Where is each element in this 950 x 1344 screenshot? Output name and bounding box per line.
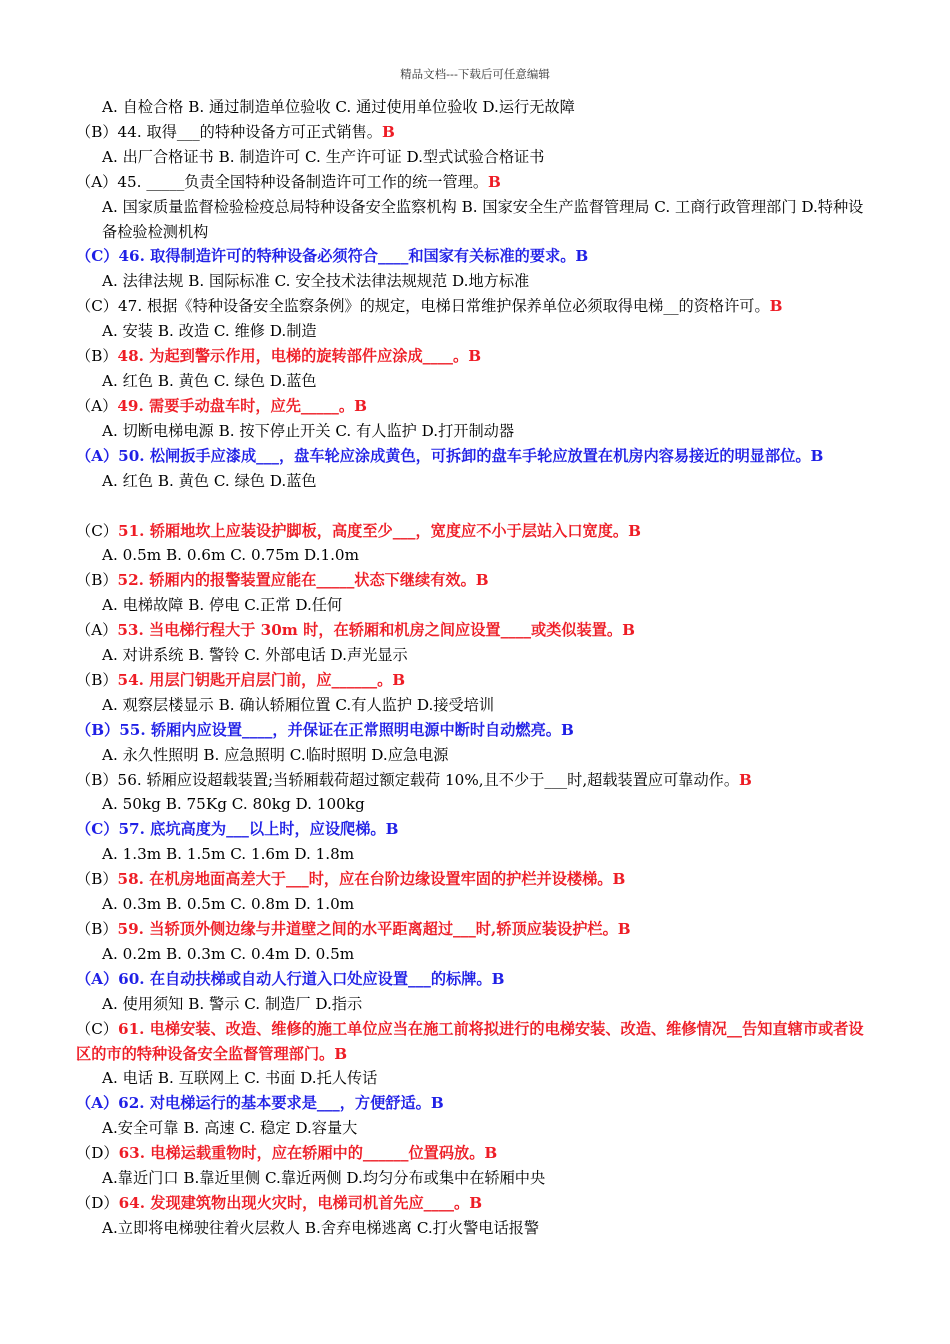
option-line: A. 永久性照明 B. 应急照明 C.临时照明 D.应急电源: [102, 745, 449, 764]
question-prefix: （B）: [76, 670, 118, 689]
question-prefix: （B）: [76, 571, 118, 590]
question-prefix: （A）: [76, 396, 118, 415]
option-line: A. 切断电梯电源 B. 按下停止开关 C. 有人监护 D.打开制动器: [102, 421, 515, 440]
question-prefix: （B）: [76, 870, 118, 889]
question-prefix: （B）: [76, 347, 118, 366]
question-51: [76, 519, 876, 544]
option-line: A. 法律法规 B. 国际标准 C. 安全技术法律法规规范 D.地方标准: [102, 272, 530, 291]
question-text: 51. 轿厢地坎上应装设护脚板，高度至少___，宽度应不小于层站入口宽度。B: [118, 521, 641, 540]
answer-mark: B: [381, 122, 395, 141]
answer-mark: B: [769, 297, 783, 316]
question-45: [76, 170, 876, 195]
question-prefix: （C）: [76, 521, 118, 540]
question-prefix: （D）: [76, 1193, 119, 1212]
question-prefix: （B）: [76, 920, 118, 938]
question-58: [76, 867, 876, 892]
question-55: （B）55. 轿厢内应设置____，并保证在正常照明电源中断时自动燃亮。B: [76, 720, 574, 739]
option-line: A. 电话 B. 互联网上 C. 书面 D.托人传话: [102, 1069, 378, 1088]
question-text: 59. 当轿顶外侧边缘与井道壁之间的水平距离超过___时,轿顶应装设护栏。B: [117, 920, 631, 938]
question-49: [76, 394, 876, 419]
question-61: [76, 1017, 876, 1067]
question-46: （C）46. 取得制造许可的特种设备必须符合____和国家有关标准的要求。B: [76, 247, 589, 266]
question-text: 58. 在机房地面高差大于___时，应在台阶边缘设置牢固的护栏并设楼梯。B: [117, 870, 626, 889]
spacer: [76, 494, 876, 519]
option-line: A.立即将电梯驶往着火层救人 B.舍弃电梯逃离 C.打火警电话报警: [102, 1218, 540, 1237]
question-text: 52. 轿厢内的报警装置应能在_____状态下继续有效。B: [117, 571, 489, 590]
option-line: A. 国家质量监督检验检疫总局特种设备安全监察机构 B. 国家安全生产监督管理局 C. 工商行政管理部门 D.特种设备检验检测机构: [102, 197, 864, 241]
answer-mark: B: [488, 172, 501, 191]
question-text: 53. 当电梯行程大于 30m 时，在轿厢和机房之间应设置____或类似装置。B: [117, 621, 635, 640]
question-prefix: （A）: [76, 621, 118, 640]
option-line: A. 50kg B. 75Kg C. 80kg D. 100kg: [102, 795, 365, 814]
page-header: 精品文档---下载后可任意编辑: [400, 67, 550, 81]
option-line: A. 0.5m B. 0.6m C. 0.75m D.1.0m: [102, 546, 360, 565]
option-line: A. 出厂合格证书 B. 制造许可 C. 生产许可证 D.型式试验合格证书: [102, 147, 545, 166]
option-line: A. 1.3m B. 1.5m C. 1.6m D. 1.8m: [102, 845, 355, 864]
question-54: [76, 668, 876, 693]
question-48: [76, 344, 876, 369]
question-text: （A）45. _____负责全国特种设备制造许可工作的统一管理。: [76, 172, 489, 191]
question-text: （B）44. 取得___的特种设备方可正式销售。: [76, 122, 382, 141]
question-47: [76, 294, 876, 319]
question-60: （A）60. 在自动扶梯或自动人行道入口处应设置___的标牌。B: [76, 969, 505, 988]
question-text: 64. 发现建筑物出现火灾时，电梯司机首先应____。B: [118, 1193, 483, 1212]
answer-mark: B: [739, 770, 752, 789]
question-44: [76, 120, 876, 145]
question-list: [76, 95, 876, 1241]
question-text: （B）56. 轿厢应设超载装置;当轿厢载荷超过额定载荷 10%,且不少于___时,超载装置应可靠动作。: [76, 770, 740, 789]
option-line: A. 对讲系统 B. 警铃 C. 外部电话 D.声光显示: [102, 646, 408, 665]
option-line: A. 安装 B. 改造 C. 维修 D.制造: [102, 322, 317, 341]
question-text: 49. 需要手动盘车时，应先_____。B: [117, 396, 367, 415]
question-63: [76, 1141, 876, 1166]
question-52: [76, 568, 876, 593]
option-line: A. 0.3m B. 0.5m C. 0.8m D. 1.0m: [102, 895, 355, 914]
option-line: A. 观察层楼显示 B. 确认轿厢位置 C.有人监护 D.接受培训: [102, 695, 495, 714]
option-line: A.靠近门口 B.靠近里侧 C.靠近两侧 D.均匀分布或集中在轿厢中央: [102, 1169, 546, 1188]
question-text: 54. 用层门钥匙开启层门前，应______。B: [117, 670, 406, 689]
question-text: （C）47. 根据《特种设备安全监察条例》的规定，电梯日常维护保养单位必须取得电梯__的资格许可。: [76, 297, 770, 316]
question-prefix: （C）: [76, 1019, 118, 1038]
question-62: （A）62. 对电梯运行的基本要求是___，方便舒适。B: [76, 1094, 444, 1113]
question-57: （C）57. 底坑高度为___以上时，应设爬梯。B: [76, 820, 399, 839]
question-64: [76, 1191, 876, 1216]
question-59: [76, 917, 876, 942]
question-56: [76, 768, 876, 793]
question-text: 48. 为起到警示作用，电梯的旋转部件应涂成____。B: [117, 347, 482, 366]
question-prefix: （D）: [76, 1144, 119, 1163]
option-line: A. 自检合格 B. 通过制造单位验收 C. 通过使用单位验收 D.运行无故障: [102, 98, 575, 116]
question-text: 63. 电梯运载重物时，应在轿厢中的______位置码放。B: [118, 1144, 498, 1163]
option-line: A. 使用须知 B. 警示 C. 制造厂 D.指示: [102, 994, 363, 1013]
option-line: A. 0.2m B. 0.3m C. 0.4m D. 0.5m: [102, 944, 355, 963]
question-53: [76, 618, 876, 643]
question-50: （A）50. 松闸扳手应漆成___，盘车轮应涂成黄色，可拆卸的盘车手轮应放置在机房内容易接近的明显部位。B: [76, 446, 824, 465]
option-line: A. 电梯故障 B. 停电 C.正常 D.任何: [102, 596, 343, 615]
question-text: 61. 电梯安装、改造、维修的施工单位应当在施工前将拟进行的电梯安装、改造、维修情况__告知直辖市或者设区的市的特种设备安全监督管理部门。B: [76, 1019, 864, 1063]
option-line: A.安全可靠 B. 高速 C. 稳定 D.容量大: [102, 1119, 358, 1138]
option-line: A. 红色 B. 黄色 C. 绿色 D.蓝色: [102, 471, 317, 490]
option-line: A. 红色 B. 黄色 C. 绿色 D.蓝色: [102, 371, 317, 390]
